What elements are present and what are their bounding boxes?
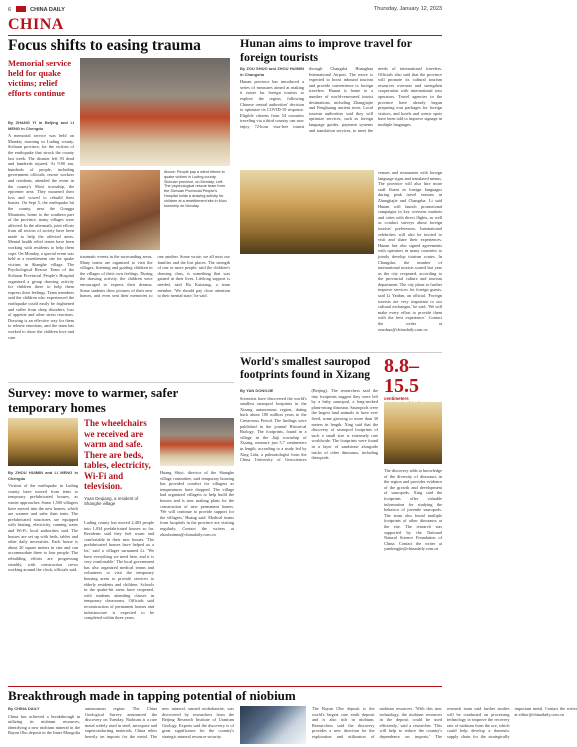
story5-text: China has achieved a breakthrough in utilizing its niobium resources, identifying a new niobium mineral in the Bayan Obo deposit in the Inner Mongolia autonomous region. The China Geological Survey announced the discovery on Tuesday. Niobium is a rare metal widely used in steel, aerospace and superconducting materials. China relies heavily on imports for the metal. The new mineral, named niobobaotite, was discovered by researchers from the Beijing Research Institute of Uranium Geology. Experts said the discovery is of great significance for the country's strategic mineral resource security. [8,706,234,739]
story2-continued-lower [240,258,374,350]
section-title: CHINA [8,16,64,33]
page-header [8,4,442,16]
story3-headline: Survey: move to warmer, safer temporary homes [8,385,179,415]
story4-byline: By YAN DONGJIE [240,388,274,393]
story5-byline: By CHINA DAILY [8,706,40,711]
story5-top-rule [8,686,442,687]
masthead-logo-bar [16,6,26,12]
story4-photo [384,402,442,464]
story3-body [8,470,78,682]
story5-continued: The Bayan Obo deposit is the world's largest rare earth deposit and is also rich in niobium. Researchers said the discovery provides a new direction for the exploration and utilization of niobium resources. 'With this new technology, the niobium resources in the deposit could be used efficiently,' said a researcher. 'This will help to reduce the country's dependence on imports.' The research team said further studies will be conducted on processing technology to improve the recovery rate of niobium from the ore, which could help develop a domestic supply chain for the strategically important metal. Contact the writer at editor@chinadaily.com.cn [312,706,577,739]
story2-headline: Hunan aims to improve travel for foreign tourists [240,36,412,64]
story3-continued-2: Huang Shiyi, director of the Shanghe village committee, said temporary housing has provided comfort for villagers as temperatures have dropped. The village had organized villagers to help build the houses and is now making plans for the construction of new permanent homes. 'We will continue to provide support for the villagers,' Huang said. Medical teams from hospitals in the province are visiting regularly. Contact the writers at zhouhuimin@chinadaily.com.cn [160,470,234,537]
story1-photo-secondary [80,170,160,250]
story5-headline: Breakthrough made in tapping potential of niobium [8,688,296,703]
story5-photo [240,706,306,744]
pull-quote-attribution: Yuan Deqiang, a resident of Shanghe village [84,495,139,506]
masthead-name: CHINA DAILY [30,7,65,13]
story4-top-rule [240,352,442,353]
story4-continued: The discovery adds to knowledge of the diversity of dinosaurs in the region and provides evidence of the growth and development of sauropods. Xing said the footprints offer valuable information for studying the behavior of juvenile sauropods. The team also found multiple footprints of other dinosaurs at the site. The research was supported by the National Natural Science Foundation of China. Contact the writer at yandongjie@chinadaily.com.cn [384,468,442,552]
story3-text: Victims of the earthquake in Luding county have moved from tents to temporary prefabricated houses, as winter approaches. Some 1,500 villagers have moved into the new homes, which are warmer and safer than tents. The prefabricated structures are equipped with heating, electricity, running water and Wi-Fi, local authorities said. The houses are set up with beds, tables and other daily necessities. Each house is about 20 square meters in size and can accommodate three to four people. The rebuilding efforts are progressing steadily, with construction crews working around the clock, officials said. [8,483,78,573]
story2-photo [240,170,374,254]
story4-headline: World's smallest sauropod footprints found in Xizang [240,356,371,381]
stat-value: 8.8–15.5 [384,355,419,397]
story1-byline: By ZHANG YI in Beijing and LI MENG in Chengdu [8,120,74,131]
story1-subhead: Memorial service held for quake victims; relief efforts continue [8,58,72,98]
story2-byline: By ZOU SHUO and ZHOU HUIMIN in Changsha [240,66,304,77]
story3-photo-left [8,418,78,466]
story4-body [240,388,378,682]
story3-photo-right [160,418,234,466]
header-left [8,6,65,13]
story1-headline: Focus shifts to easing trauma [8,37,201,54]
story1-text: A memorial service was held on Monday morning in Luding county, Sichuan province, for the victims of the earthquake that struck the county last week. The disaster left 93 dead and hundreds injured. At 9:00 am, hundreds of people, including government officials, rescue workers and residents, attended the event in the county's Moxi township, the epicenter area. They mourned their loss and vowed to rebuild their homes. On Sept 5, the earthquake hit the county, near the Gongga Mountain, home to the southern part of the province, many villages were affected. In the aftermath, joint efforts from all sectors of society have been made to help the affected areas. Mental health relief teams have been working with residents to help them cope. On Monday, a special event was held at a resettlement site for quake victims in Shanghe village. The Psychological Rescue Team of the Sichuan Provincial People's Hospital organized a group drawing activity for children there to help them express their feelings. Team members said the children who experienced the earthquake could easily be frightened and suffer from sleep disorders, loss of appetite and other stress reactions. Drawing is an effective way for them to release emotions, and the team has worked to show the children love and care. [8,133,74,340]
pull-quote [84,418,154,506]
story2-body [240,66,442,166]
story3-continued: Luding county has moved 2,483 people into 1,034 prefabricated houses so far. Residents said they feel warm and comfortable in their new homes. 'The prefabricated houses have helped us a lot,' said a villager surnamed Li. 'We have everything we need here, and it is very comfortable.' The local government has also organized medical teams and volunteers to visit the temporary housing areas to provide services to elderly residents and children. Schools in the quake-hit areas have reopened, with students attending classes in temporary classrooms. Officials said reconstruction of permanent homes and infrastructure is expected to be completed within three years. [84,520,155,621]
pull-quote-text: The wheelchairs we received are warm and safe. There are beds, tables, electricity, Wi-Fi and television. [84,418,151,491]
story1-photo-main [80,58,230,166]
story3-top-rule [8,382,234,383]
story3-byline: By ZHOU HUIMIN and LI MENG in Chengdu [8,470,78,481]
story1-body [8,120,74,380]
story1-photo-caption: Above: People pay a silent tribute to quake victims in Luding county, Sichuan province, on Monday. Left: The psychological rescue team from the Sichuan Provincial People's Hospital holds a drawing activity for children at a resettlement site in Moxi township on Monday. [164,170,227,208]
story1-continued: traumatic events in the surrounding areas. Many teams are organized to visit the villages, listening and guiding children in the villages of their own feelings. During the drawing activity, the children were encouraged to express their dreams. Some students drew pictures of their new homes, and even sent their memories to one another. Some wrote, we all miss our families and the lost places. The strength of one or more people, said the children's drawing class, is something that was gained in their lives. Lifelong support is needed, said Hu Kaixiang, a team member. 'We should pay close attention to their mental state,' he said. [80,254,230,299]
story4-text: Scientists have discovered the world's smallest sauropod footprints in the Xizang autonomous region, dating back about 100 million years to the Cretaceous Period. The findings were published in the journal Historical Biology. The footprints, found in a village in the Jiaji township of Xizang, measure just 5.7 centimeters in length, according to a study led by Xing Lida, a paleontologist from the China University of Geosciences (Beijing). The researchers said the tiny footprints suggest they were left by a baby sauropod, a long-necked plant-eating dinosaur. Sauropods were the largest land animals to have ever lived, some growing to more than 30 meters in length. Xing said that the discovery of sauropod footprints of such a small size is extremely rare worldwide. The footprints were found in a layer of sandstone alongside tracks of other dinosaurs, including theropods. [240,388,378,463]
stat-unit: centimeters [384,396,409,401]
header-date: Thursday, January 12, 2023 [373,6,442,12]
story2-continued: venues and restaurants with foreign language signs and translated menus. The province will also hire more staff fluent in foreign languages during peak travel seasons in Zhangjiajie and Changsha. Li said Hunan will launch promotional campaigns in key overseas markets and cities with direct flights, as well as conduct surveys about foreign tourists' preferences. International celebrities will also be invited to visit and share their experiences. Hunan has also signed agreements with operators in many countries to jointly develop tourism routes. In Changsha, the number of international tourists soared last year as the city reopened, according to the provincial culture and tourism department. The city plans to further improve services for foreign guests, said Li Yanbin, an official. 'Foreign tourists are very important to our cultural exchanges,' he said. 'We will make every effort to provide them with the best experience.' Contact the writer at zoushuo@chinadaily.com.cn [378,170,442,332]
page-number: 6 [8,7,12,13]
story2-text: Hunan province has introduced a series of measures aimed at making it easier for foreign tourists to explore the region, following Chinese central authorities' decision to optimize its COVID-19 response. Eligible citizens from 54 countries traveling via a third country can now enjoy 72-hour visa-free transit through Changsha Huanghua International Airport. The move is expected to boost inbound tourism and provide convenience to foreign travelers. Hunan is home to a number of world-renowned tourist destinations, including Zhangjiajie and Fenghuang ancient town. Local tourism authorities said they will optimize services, such as foreign language guides, payment systems and translation services, to meet the needs of international travelers. Officials also said that the province will promote its cultural tourism resources overseas and strengthen cooperation with international tour operators. Travel agencies in the province have already begun preparing tour packages for foreign visitors, and hotels and scenic spots have been told to improve signage in multiple languages. [240,66,442,133]
story5-body [8,706,234,744]
